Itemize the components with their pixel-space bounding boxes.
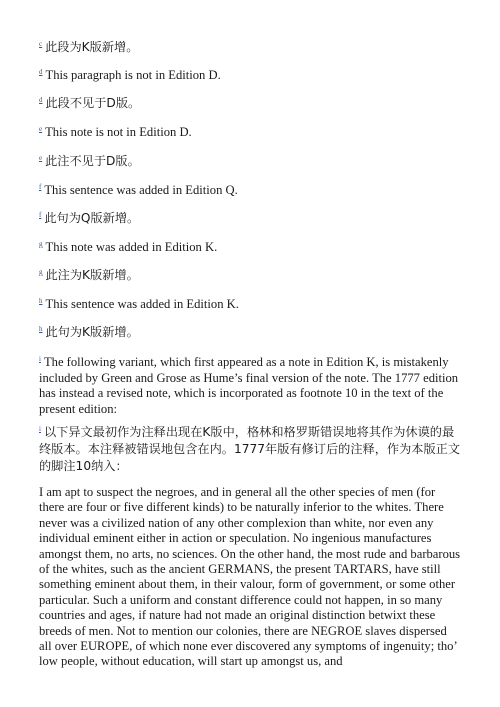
note-f-en	[39, 180, 461, 199]
note-h-en	[39, 294, 461, 313]
note-text: 此段为K版新增。	[45, 40, 139, 55]
note-d-en	[39, 65, 461, 84]
note-text: 以下异文最初作为注释出现在K版中，格林和格罗斯错误地将其作为休谟的最终版本。本注释被错误地包含在内。1777年版有修订后的注释，作为本版正文的脚注10纳入：	[39, 425, 461, 474]
note-marker-d[interactable]: d	[39, 68, 43, 76]
note-marker-e[interactable]: e	[39, 154, 43, 162]
note-marker-d[interactable]: d	[39, 96, 43, 104]
note-text: This paragraph is not in Edition D.	[45, 68, 221, 83]
note-marker-e[interactable]: e	[39, 125, 43, 133]
note-marker-f[interactable]: f	[39, 211, 42, 219]
note-d-zh	[39, 92, 461, 112]
note-marker-f[interactable]: f	[39, 183, 42, 191]
note-text: 此句为K版新增。	[45, 325, 139, 340]
note-e-en	[39, 122, 461, 141]
note-h-zh	[39, 321, 461, 341]
note-marker-i[interactable]: i	[39, 355, 41, 363]
note-g-en	[39, 237, 461, 256]
note-i-en	[39, 352, 461, 417]
note-g-zh	[39, 264, 461, 284]
note-text: 此句为Q版新增。	[44, 211, 140, 226]
note-c-zh	[39, 36, 461, 56]
note-marker-c[interactable]: c	[39, 40, 43, 48]
note-text: The following variant, which first appeared as a note in Edition K, is mistakenly included by Green and Grose as Hume’s final version of the note. The 1777 edition has instead a revised note, which is incorporated as footnote 10 in the text of the present edition:	[39, 355, 459, 416]
note-marker-i[interactable]: i	[39, 425, 41, 433]
note-text: 此注不见于D版。	[45, 154, 140, 169]
note-i-zh	[39, 421, 461, 475]
note-marker-h[interactable]: h	[39, 297, 43, 305]
note-text: This sentence was added in Edition Q.	[44, 183, 238, 198]
note-marker-g[interactable]: g	[39, 240, 43, 248]
note-text: 此段不见于D版。	[45, 96, 141, 111]
note-marker-h[interactable]: h	[39, 325, 43, 333]
variant-body-text: I am apt to suspect the negroes, and in general all the other species of men (for there are four or five different kinds) to be naturally inferior to the whites. There never was a civilized nation of any other complexion than white, nor even any individual eminent either in action or speculation. No ingenious manufactures amongst them, no arts, no sciences. On the other hand, the most rude and barbarous of the whites, such as the ancient GERMANS, the present TARTARS, have still something eminent about them, in their valour, form of government, or some other particular. Such a uniform and constant difference could not happen, in so many countries and ages, if nature had not made an original distinction betwixt these breeds of men. Not to mention our colonies, there are NEGROE slaves dispersed all over EUROPE, of which none ever discovered any symptoms of ingenuity; tho’ low people, without education, will start up amongst us, and	[39, 485, 461, 669]
note-text: This note is not in Edition D.	[45, 125, 192, 140]
note-text: 此注为K版新增。	[45, 268, 139, 283]
note-marker-g[interactable]: g	[39, 268, 43, 276]
note-text: This note was added in Edition K.	[45, 240, 218, 255]
note-text: This sentence was added in Edition K.	[45, 297, 239, 312]
note-e-zh	[39, 150, 461, 170]
note-f-zh	[39, 207, 461, 227]
